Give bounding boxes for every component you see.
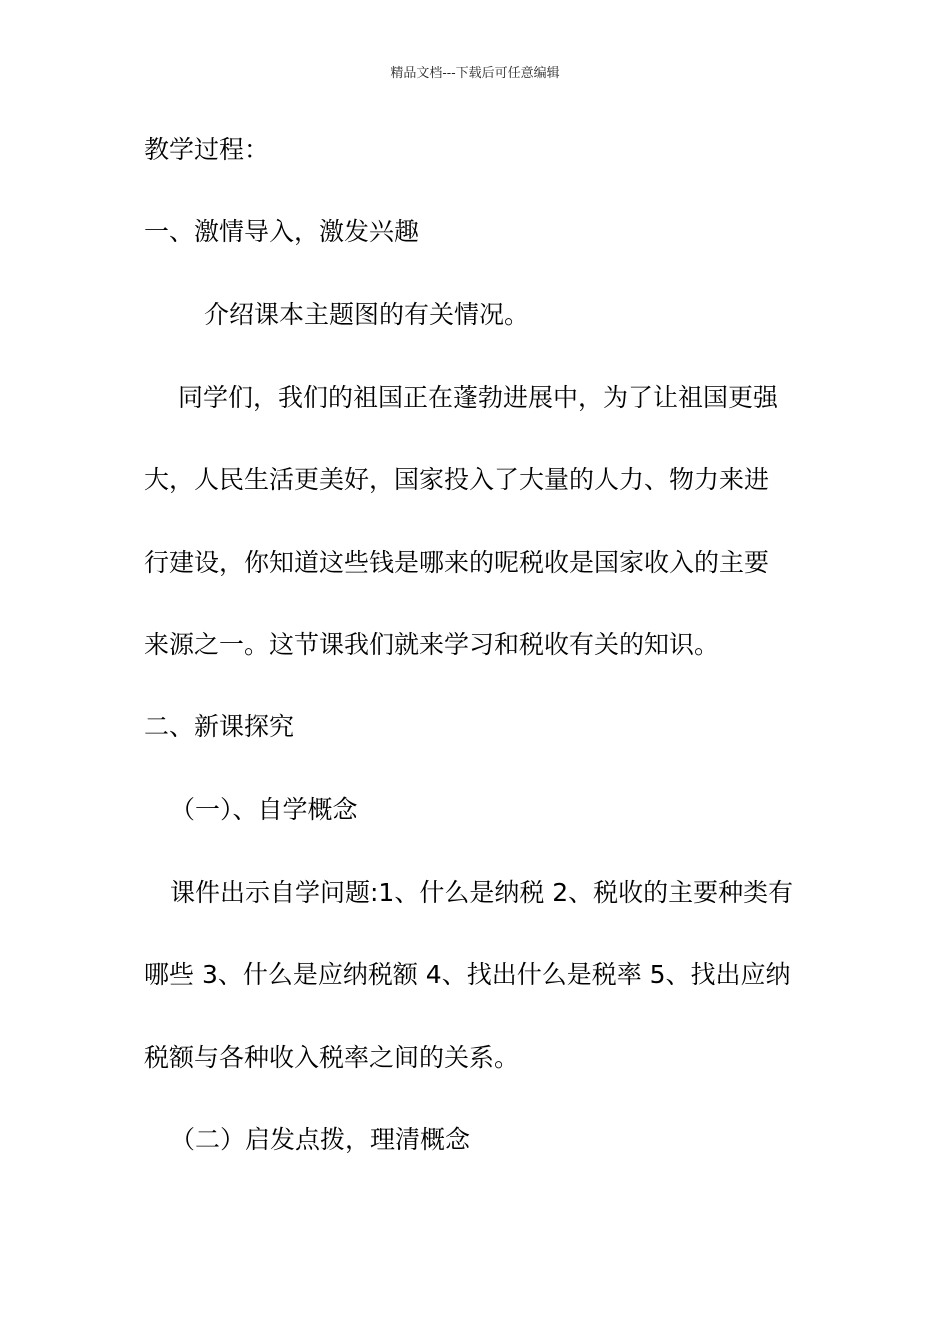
subsection1-heading: （一）、自学概念 xyxy=(170,795,358,824)
subsection2-heading: （二）启发点拨，理清概念 xyxy=(170,1125,471,1154)
paragraph2-line1: 课件出示自学问题:1、什么是纳税 2、税收的主要种类有 xyxy=(170,878,794,907)
paragraph1-line1: 同学们，我们的祖国正在蓬勃进展中，为了让祖国更强 xyxy=(178,383,779,412)
paragraph1-line4: 来源之一。这节课我们就来学习和税收有关的知识。 xyxy=(144,630,720,659)
paragraph2-line2: 哪些 3、什么是应纳税额 4、找出什么是税率 5、找出应纳 xyxy=(144,960,791,989)
process-title: 教学过程： xyxy=(144,135,270,164)
paragraph1-line3: 行建设，你知道这些钱是哪来的呢税收是国家收入的主要 xyxy=(144,548,770,577)
section2-heading: 二、新课探究 xyxy=(144,712,295,741)
paragraph2-line3: 税额与各种收入税率之间的关系。 xyxy=(144,1043,520,1072)
paragraph1-line2: 大，人民生活更美好，国家投入了大量的人力、物力来进 xyxy=(144,465,770,494)
page-header: 精品文档---下载后可任意编辑 xyxy=(390,66,560,81)
section1-heading: 一、激情导入，激发兴趣 xyxy=(144,217,420,246)
intro-line: 介绍课本主题图的有关情况。 xyxy=(204,300,530,329)
